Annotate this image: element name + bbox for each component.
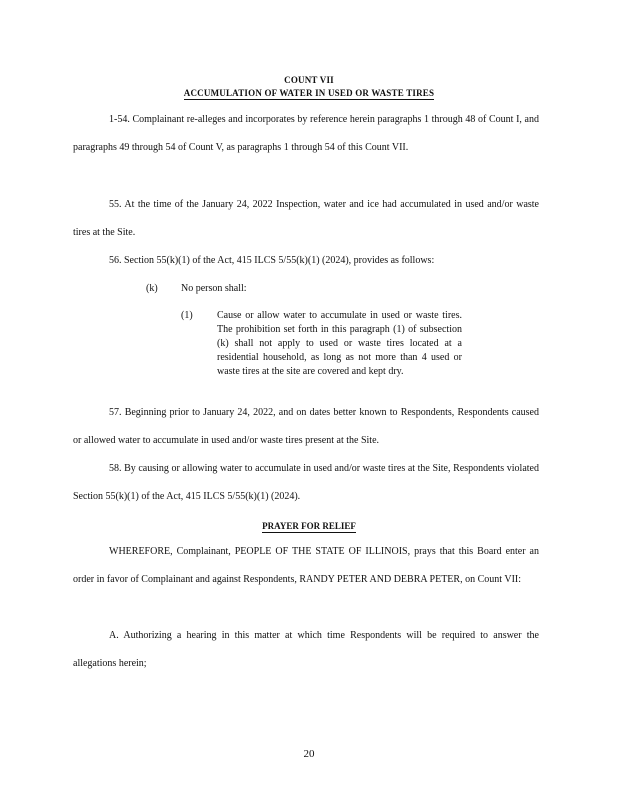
paragraph-1-54: 1-54. Complainant re-alleges and incorporates by reference herein paragraphs 1 through 48 of Count I, and paragraphs 49 through 54 of Count V, as paragraphs 1 through 54 of this Count VII. <box>73 114 539 153</box>
count-heading: COUNT VII <box>284 75 334 85</box>
count-subheading <box>0 88 618 98</box>
paragraph-57: 57. Beginning prior to January 24, 2022, and on dates better known to Respondents, Respondents caused or allowed water to accumulate in used and/or waste tires present at the Site. <box>73 407 539 446</box>
prayer-heading-text: PRAYER FOR RELIEF <box>262 521 356 531</box>
statute-quote: Cause or allow water to accumulate in used or waste tires. The prohibition set forth in this paragraph (1) of subsection (k) shall not apply to used or waste tires located at a residential household, as long as not more than 4 used or waste tires at the site are covered and kept dry. <box>217 310 462 377</box>
subsection-k-label: (k) <box>146 283 158 294</box>
paragraph-55: 55. At the time of the January 24, 2022 Inspection, water and ice had accumulated in used and/or waste tires at the Site. <box>73 199 539 238</box>
paragraph-56: 56. Section 55(k)(1) of the Act, 415 ILCS 5/55(k)(1) (2024), provides as follows: <box>109 255 435 266</box>
subsection-k-text: No person shall: <box>181 283 247 294</box>
relief-item-a: A. Authorizing a hearing in this matter at which time Respondents will be required to answer the allegations herein; <box>73 630 539 669</box>
quote-item-number: (1) <box>181 310 193 321</box>
page-number: 20 <box>303 748 315 760</box>
paragraph-58: 58. By causing or allowing water to accumulate in used and/or waste tires at the Site, Respondents violated Section 55(k)(1) of the Act, 415 ILCS 5/55(k)(1) (2024). <box>73 463 539 502</box>
count-subheading-text: ACCUMULATION OF WATER IN USED OR WASTE TIRES <box>183 88 435 98</box>
prayer-heading <box>0 521 618 531</box>
wherefore-paragraph: WHEREFORE, Complainant, PEOPLE OF THE STATE OF ILLINOIS, prays that this Board enter an order in favor of Complainant and against Respondents, RANDY PETER AND DEBRA PETER, on Count VII: <box>73 546 539 585</box>
